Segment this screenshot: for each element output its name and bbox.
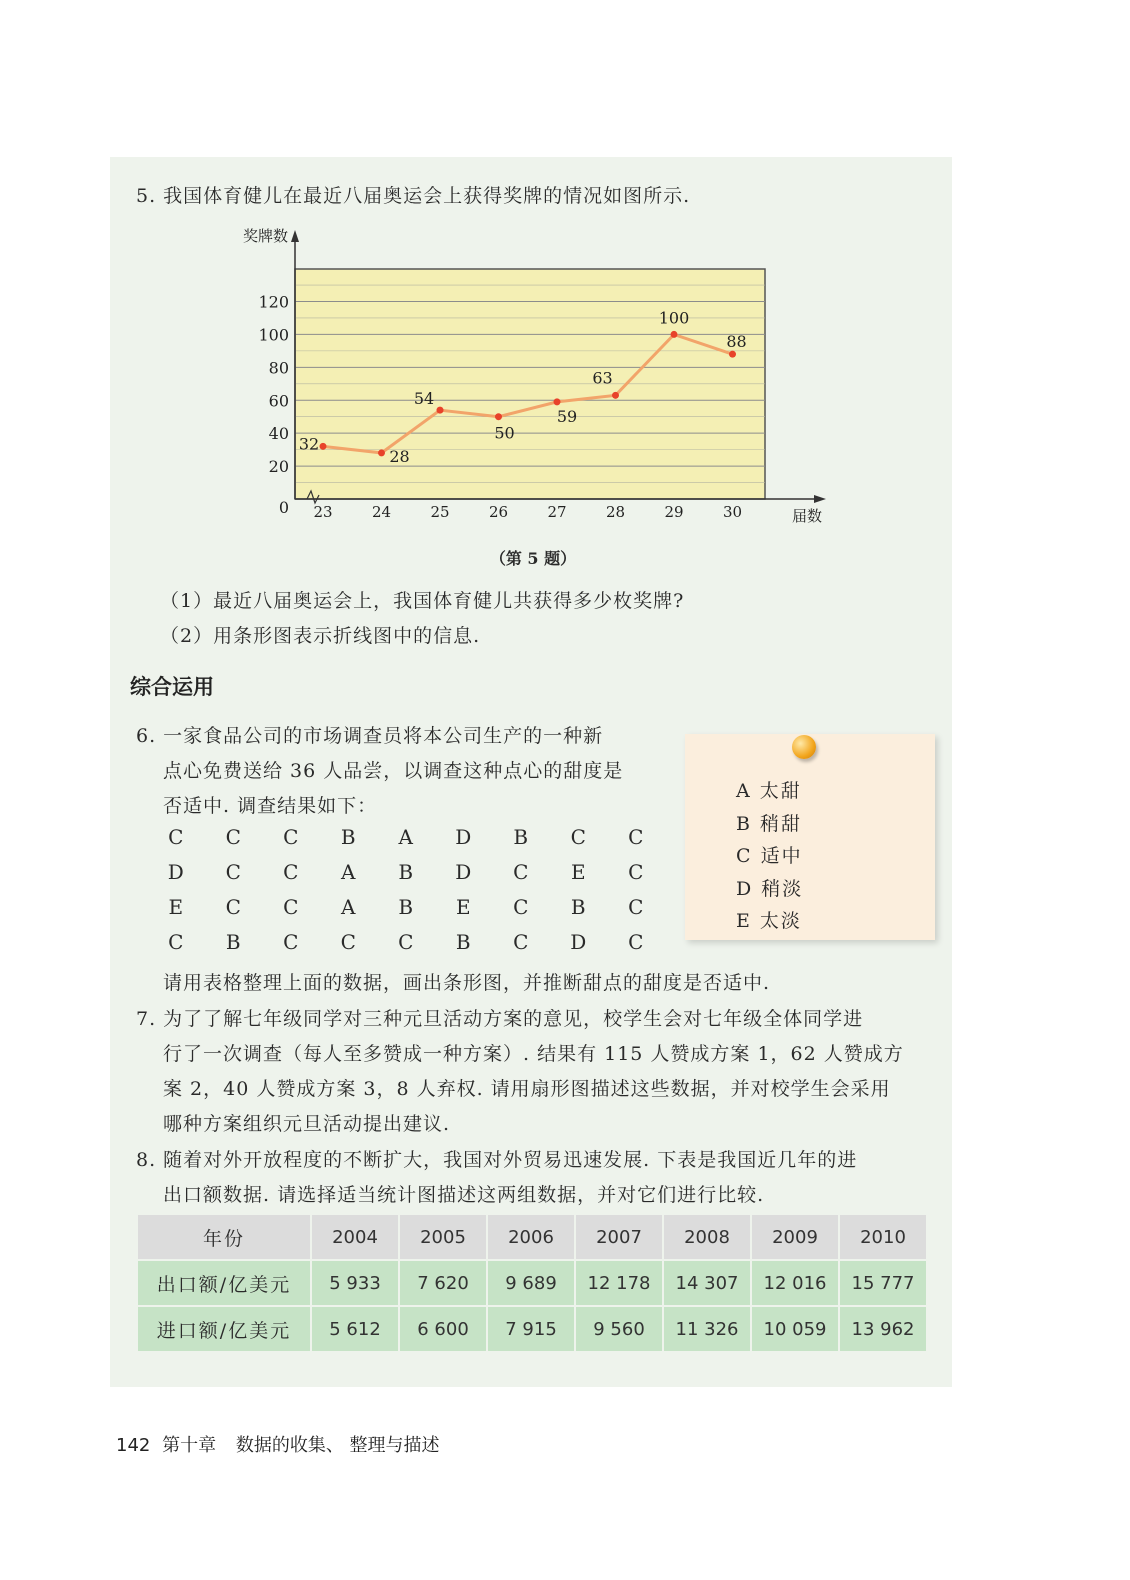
survey-letter: C [628, 825, 644, 849]
y-tick-label: 120 [258, 292, 289, 312]
data-point [320, 443, 327, 450]
survey-letter: B [570, 895, 586, 919]
x-tick-label: 30 [722, 503, 743, 521]
survey-letter: D [455, 825, 472, 849]
data-label: 50 [494, 423, 515, 443]
sweetness-legend [736, 775, 803, 938]
y-tick-label: 20 [268, 457, 289, 477]
pushpin-icon [792, 735, 816, 759]
survey-letter: C [225, 825, 241, 849]
year-cell: 2005 [400, 1215, 486, 1259]
survey-letter: A [398, 825, 413, 849]
legend-item: D 稍淡 [736, 877, 804, 900]
year-cell: 2008 [664, 1215, 750, 1259]
survey-letter: C [513, 860, 529, 884]
export-cell: 14 307 [664, 1261, 750, 1305]
survey-letter: E [168, 895, 184, 919]
survey-letter: C [398, 930, 414, 954]
survey-letter: A [341, 895, 356, 919]
q7-line-3: 案 2，40 人赞成方案 3，8 人弃权. 请用扇形图描述这些数据，并对校学生会采用 [163, 1078, 891, 1100]
export-cell: 15 777 [840, 1261, 926, 1305]
data-label: 32 [298, 434, 320, 454]
year-cell: 2006 [488, 1215, 574, 1259]
survey-letter: C [168, 825, 184, 849]
y-tick-label: 80 [268, 358, 289, 378]
export-label: 出口额/亿美元 [138, 1261, 310, 1305]
export-cell: 12 016 [752, 1261, 838, 1305]
q8-line-2: 出口额数据. 请选择适当统计图描述这两组数据，并对它们进行比较. [163, 1184, 765, 1206]
survey-letter: D [455, 860, 472, 884]
section-title: 综合运用 [130, 675, 214, 699]
page-number: 142 [116, 1435, 151, 1456]
data-point [671, 331, 678, 338]
survey-letter: B [398, 860, 414, 884]
q6-line-2: 点心免费送给 36 人品尝，以调查这种点心的甜度是 [163, 760, 624, 782]
import-cell: 9 560 [576, 1307, 662, 1351]
chart-caption: （第 5 题） [489, 549, 577, 568]
q5-stem: 5. 我国体育健儿在最近八届奥运会上获得奖牌的情况如图所示. [136, 185, 691, 207]
survey-letter: C [340, 930, 356, 954]
survey-letter: C [570, 825, 586, 849]
trade-table [136, 1213, 928, 1353]
survey-letter: C [283, 825, 299, 849]
x-axis-label: 届数 [791, 507, 823, 525]
survey-letter: C [283, 930, 299, 954]
y-tick-label: 100 [258, 325, 289, 345]
x-tick-label: 25 [430, 503, 450, 521]
survey-letter: C [628, 860, 644, 884]
y-axis-arrow [291, 230, 299, 242]
x-tick-label: 23 [313, 503, 333, 521]
q7-line-2: 行了一次调查（每人至多赞成一种方案）. 结果有 115 人赞成方案 1，62 人赞成方 [163, 1043, 904, 1065]
data-label: 59 [556, 406, 578, 426]
export-cell: 7 620 [400, 1261, 486, 1305]
survey-letter: C [513, 930, 529, 954]
survey-letter: C [283, 895, 299, 919]
data-point [437, 407, 444, 414]
survey-letter: C [225, 860, 241, 884]
survey-letter: B [225, 930, 241, 954]
q6-line-3: 否适中. 调查结果如下： [163, 795, 378, 817]
x-tick-label: 26 [488, 503, 509, 521]
data-label: 28 [389, 446, 410, 466]
q5-subquestion-2: （2）用条形图表示折线图中的信息. [160, 625, 481, 647]
export-cell: 9 689 [488, 1261, 574, 1305]
data-point [612, 392, 619, 399]
x-tick-label: 29 [664, 503, 684, 521]
survey-letter: E [570, 860, 586, 884]
x-tick-label: 24 [371, 503, 392, 521]
import-cell: 11 326 [664, 1307, 750, 1351]
y-axis-label: 奖牌数 [242, 227, 288, 245]
year-cell: 2010 [840, 1215, 926, 1259]
data-point [729, 351, 736, 358]
survey-letter: C [628, 895, 644, 919]
data-label: 100 [658, 308, 690, 328]
y-tick-label: 0 [278, 498, 289, 517]
survey-letter: C [628, 930, 644, 954]
year-cell: 2004 [312, 1215, 398, 1259]
survey-letter: C [225, 895, 241, 919]
survey-letter: B [513, 825, 529, 849]
survey-letter: C [283, 860, 299, 884]
year-cell: 2009 [752, 1215, 838, 1259]
x-tick-label: 27 [547, 503, 567, 521]
q6-line-1: 6. 一家食品公司的市场调查员将本公司生产的一种新 [136, 725, 604, 747]
survey-letter: A [341, 860, 356, 884]
data-point [378, 449, 385, 456]
table-header-label: 年份 [138, 1215, 310, 1259]
legend-item: C 适中 [736, 845, 803, 867]
page-footer [116, 1431, 440, 1457]
table-row-import [138, 1307, 926, 1351]
chapter-title: 数据的收集、 整理与描述 [235, 1435, 440, 1456]
data-point [554, 398, 561, 405]
import-cell: 10 059 [752, 1307, 838, 1351]
survey-letter: C [513, 895, 529, 919]
export-cell: 5 933 [312, 1261, 398, 1305]
sweetness-legend-note [685, 734, 935, 940]
survey-letter: D [570, 930, 587, 954]
y-tick-label: 60 [268, 391, 289, 411]
legend-item: E 太淡 [736, 910, 802, 932]
survey-letter: B [455, 930, 471, 954]
survey-letter: B [398, 895, 414, 919]
x-axis-arrow [814, 495, 826, 503]
chapter-number: 第十章 [162, 1435, 217, 1456]
data-point [495, 413, 502, 420]
q8-line-1: 8. 随着对外开放程度的不断扩大，我国对外贸易迅速发展. 下表是我国近几年的进 [136, 1149, 858, 1171]
data-label: 63 [592, 368, 613, 388]
import-cell: 13 962 [840, 1307, 926, 1351]
survey-letter: E [455, 895, 471, 919]
table-header-row [138, 1215, 926, 1259]
legend-item: B 稍甜 [736, 812, 803, 835]
data-label: 88 [726, 332, 747, 352]
data-label: 54 [413, 389, 435, 409]
table-row-export [138, 1261, 926, 1305]
import-label: 进口额/亿美元 [138, 1307, 310, 1351]
q5-subquestion-1: （1）最近八届奥运会上，我国体育健儿共获得多少枚奖牌? [160, 590, 685, 612]
survey-letter: C [168, 930, 184, 954]
q7-line-1: 7. 为了了解七年级同学对三种元旦活动方案的意见，校学生会对七年级全体同学进 [136, 1008, 864, 1030]
x-tick-label: 28 [605, 503, 626, 521]
legend-item: A 太甜 [736, 780, 802, 802]
import-cell: 7 915 [488, 1307, 574, 1351]
year-cell: 2007 [576, 1215, 662, 1259]
survey-letter: B [340, 825, 356, 849]
q7-line-4: 哪种方案组织元旦活动提出建议. [163, 1113, 451, 1135]
export-cell: 12 178 [576, 1261, 662, 1305]
medal-line-chart [220, 222, 840, 532]
q6-task: 请用表格整理上面的数据，画出条形图，并推断甜点的甜度是否适中. [163, 972, 771, 994]
y-tick-label: 40 [268, 424, 289, 444]
import-cell: 6 600 [400, 1307, 486, 1351]
q6-survey-results [147, 820, 665, 960]
import-cell: 5 612 [312, 1307, 398, 1351]
survey-letter: D [167, 860, 184, 884]
